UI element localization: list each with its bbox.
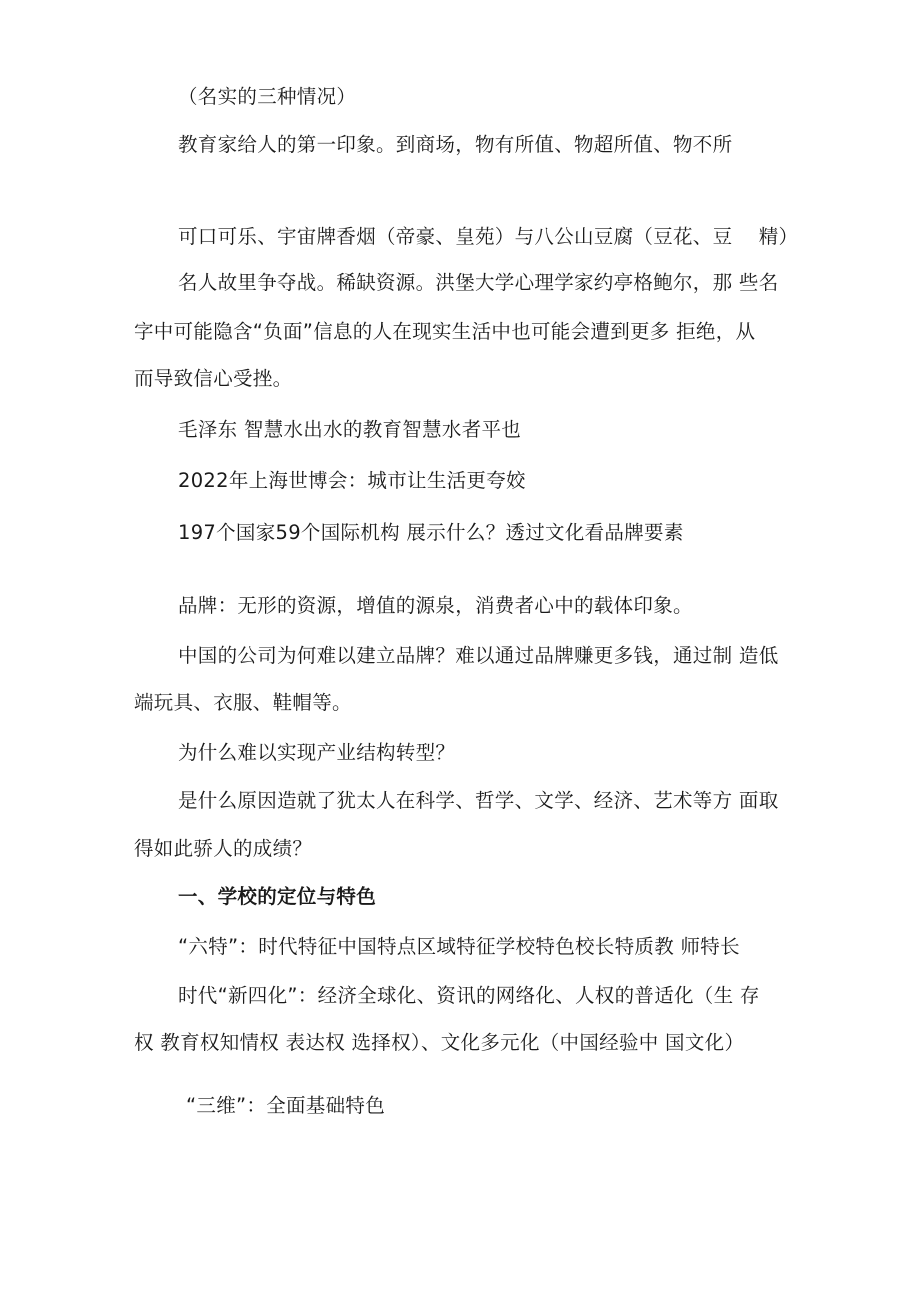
paragraph-line: （名实的三种情况） [178, 85, 357, 108]
paragraph-line: 为什么难以实现产业结构转型？ [178, 741, 456, 764]
paragraph-line: 毛泽东 智慧水出水的教育智慧水者平也 [178, 418, 522, 441]
paragraph-line: 中国的公司为何难以建立品牌？难以通过品牌赚更多钱，通过制 造低 [178, 644, 779, 667]
paragraph-line: 197个国家59个国际机构 展示什么？透过文化看品牌要素 [178, 521, 684, 544]
paragraph-line: 字中可能隐含“负面”信息的人在现实生活中也可能会遭到更多 拒绝，从 [134, 320, 756, 343]
paragraph-line: 品牌：无形的资源，增值的源泉，消费者心中的载体印象。 [178, 594, 693, 617]
paragraph-line: 得如此骄人的成绩？ [134, 837, 313, 860]
paragraph-line: 2022年上海世博会：城市让生活更夸姣 [178, 469, 526, 492]
paragraph-line: “六特”：时代特征中国特点区域特征学校特色校长特质教 师特长 [178, 935, 740, 958]
paragraph-line: 而导致信心受挫。 [134, 367, 293, 390]
section-heading: 一、学校的定位与特色 [178, 885, 377, 908]
paragraph-line: 名人故里争夺战。稀缺资源。洪堡大学心理学家约亭格鲍尔，那 些名 [178, 271, 779, 294]
paragraph-line: 可口可乐、宇宙牌香烟（帝豪、皇苑）与八公山豆腐（豆花、豆 精） [178, 225, 799, 248]
paragraph-line: 是什么原因造就了犹太人在科学、哲学、文学、经济、艺术等方 面取 [178, 789, 779, 812]
paragraph-line: 时代“新四化”：经济全球化、资讯的网络化、人权的普适化（生 存 [178, 984, 760, 1007]
paragraph-line: 权 教育权知情权 表达权 选择权）、文化多元化（中国经验中 国文化） [134, 1031, 745, 1054]
paragraph-line: “三维”：全面基础特色 [186, 1094, 386, 1117]
paragraph-line: 端玩具、衣服、鞋帽等。 [134, 691, 352, 714]
paragraph-line: 教育家给人的第一印象。到商场，物有所值、物超所值、物不所 [178, 133, 733, 156]
